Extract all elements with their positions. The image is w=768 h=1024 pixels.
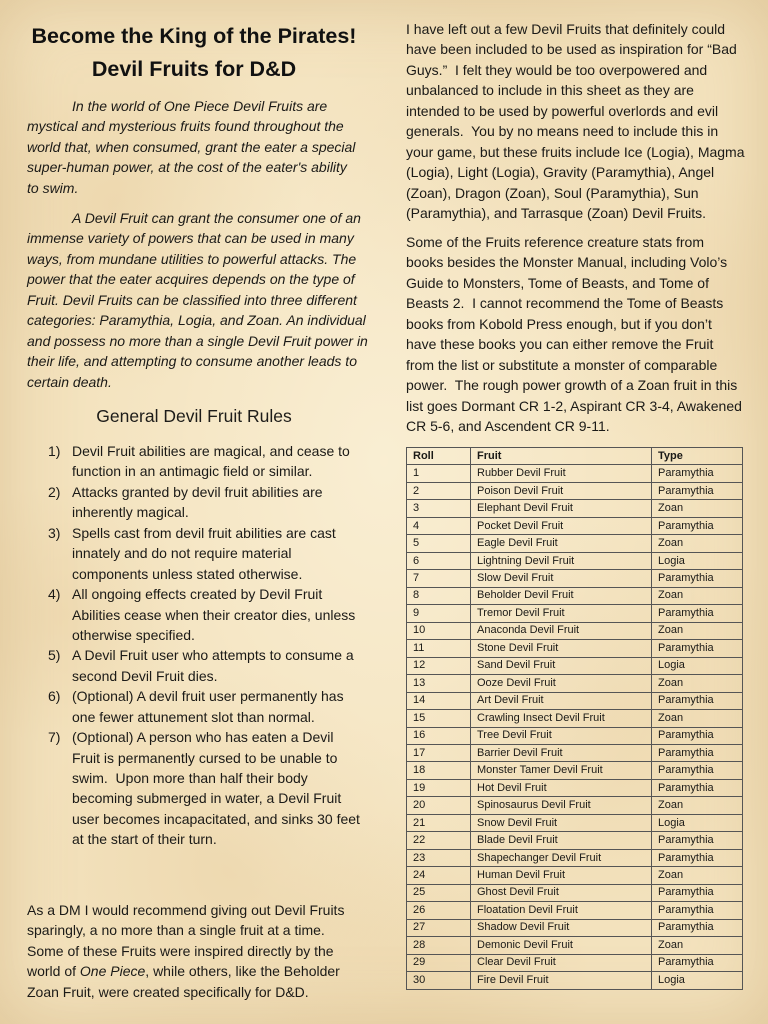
text-line: Fruit is permanently cursed to be unable to bbox=[72, 749, 338, 766]
table-row bbox=[407, 587, 743, 604]
text-line: Fruit. Devil Fruits can be classified into three different bbox=[27, 291, 357, 308]
fruit-cell: Human Devil Fruit bbox=[471, 867, 652, 884]
text-line: function in an antimagic field or similar. bbox=[72, 463, 313, 480]
roll-cell: 30 bbox=[407, 972, 471, 989]
text-line: Some of these Fruits were inspired directly by the bbox=[27, 942, 334, 959]
text-line: one fewer attunement slot than normal. bbox=[72, 708, 315, 725]
rule-number: 5) bbox=[48, 647, 61, 664]
text-line: Devil Fruit abilities are magical, and cease to bbox=[72, 443, 350, 459]
fruit-cell: Slow Devil Fruit bbox=[471, 570, 652, 587]
type-cell: Paramythia bbox=[652, 482, 743, 499]
text-line: Some of the Fruits reference creature stats from bbox=[406, 234, 705, 250]
table-row bbox=[407, 884, 743, 901]
text-line: A Devil Fruit user who attempts to consume a bbox=[72, 647, 354, 664]
roll-cell: 21 bbox=[407, 814, 471, 831]
table-row bbox=[407, 814, 743, 831]
title-line-2: Devil Fruits for D&D bbox=[91, 57, 297, 81]
type-cell: Paramythia bbox=[652, 832, 743, 849]
text-segment: world of bbox=[27, 963, 80, 980]
roll-cell: 6 bbox=[407, 552, 471, 569]
table-row bbox=[407, 517, 743, 534]
text-line: intended to be used by powerful overlords and evil bbox=[406, 102, 719, 119]
text-line: (Paramythia), and Tarrasque (Zoan) Devil Fruits. bbox=[406, 204, 707, 221]
table-row bbox=[407, 640, 743, 657]
roll-cell: 23 bbox=[407, 849, 471, 866]
text-line: mystical and mysterious fruits found throughout the bbox=[27, 118, 344, 135]
text-line: Abilities cease when their creator dies, unless bbox=[72, 606, 356, 623]
rule-number: 7) bbox=[48, 729, 61, 746]
table-row bbox=[407, 552, 743, 569]
roll-cell: 2 bbox=[407, 482, 471, 499]
type-cell: Paramythia bbox=[652, 902, 743, 919]
table-row bbox=[407, 482, 743, 499]
text-line: Zoan Fruit, were created specifically for D&D. bbox=[27, 983, 309, 1000]
text-line: world that, when consumed, grant the eater a special bbox=[27, 138, 356, 155]
text-line: As a DM I would recommend giving out Devil Fruits bbox=[27, 902, 345, 918]
type-cell: Zoan bbox=[652, 675, 743, 692]
rule-item bbox=[27, 482, 360, 523]
roll-cell: 16 bbox=[407, 727, 471, 744]
type-cell: Zoan bbox=[652, 535, 743, 552]
type-cell: Paramythia bbox=[652, 744, 743, 761]
fruit-cell: Shadow Devil Fruit bbox=[471, 919, 652, 936]
text-line: (Logia), Light (Logia), Gravity (Paramythia), Angel bbox=[406, 164, 715, 181]
table-row bbox=[407, 779, 743, 796]
rule-item bbox=[27, 441, 360, 482]
roll-cell: 27 bbox=[407, 919, 471, 936]
text-line: Beasts 2. I cannot recommend the Tome of Beasts bbox=[406, 295, 724, 312]
roll-cell: 8 bbox=[407, 587, 471, 604]
type-cell: Zoan bbox=[652, 710, 743, 727]
document-title bbox=[27, 20, 361, 86]
table-row bbox=[407, 675, 743, 692]
fruit-cell: Rubber Devil Fruit bbox=[471, 465, 652, 482]
table-row bbox=[407, 972, 743, 989]
text-line: In the world of One Piece Devil Fruits are bbox=[72, 98, 328, 114]
one-piece-title: One Piece bbox=[79, 963, 146, 980]
rule-number: 1) bbox=[48, 443, 61, 459]
table-header-row bbox=[407, 448, 743, 465]
table-row bbox=[407, 727, 743, 744]
text-line: Spells cast from devil fruit abilities are cast bbox=[72, 524, 336, 541]
table-row bbox=[407, 535, 743, 552]
rules-heading: General Devil Fruit Rules bbox=[96, 406, 292, 426]
fruit-cell: Tremor Devil Fruit bbox=[471, 605, 652, 622]
type-cell: Logia bbox=[652, 657, 743, 674]
type-cell: Paramythia bbox=[652, 954, 743, 971]
dm-note-paragraph bbox=[27, 900, 344, 1002]
text-line: from the list or substitute a monster of comparable bbox=[406, 356, 718, 373]
type-cell: Logia bbox=[652, 552, 743, 569]
table-row bbox=[407, 605, 743, 622]
type-cell: Logia bbox=[652, 972, 743, 989]
fruit-cell: Shapechanger Devil Fruit bbox=[471, 849, 652, 866]
text-line: CR 5-6, and Ascendent CR 9-11. bbox=[406, 417, 610, 434]
fruit-cell: Demonic Devil Fruit bbox=[471, 937, 652, 954]
fruit-cell: Anaconda Devil Fruit bbox=[471, 622, 652, 639]
text-line: Attacks granted by devil fruit abilities are bbox=[72, 483, 323, 500]
roll-cell: 7 bbox=[407, 570, 471, 587]
text-line: and possess no more than a single Devil Fruit power in bbox=[27, 332, 368, 349]
text-line: otherwise specified. bbox=[72, 626, 195, 643]
text-line: power. The rough power growth of a Zoan fruit in this bbox=[406, 377, 738, 394]
roll-cell: 4 bbox=[407, 517, 471, 534]
table-header-fruit: Fruit bbox=[471, 448, 652, 465]
roll-cell: 29 bbox=[407, 954, 471, 971]
rule-number: 4) bbox=[48, 586, 61, 603]
fruit-cell: Sand Devil Fruit bbox=[471, 657, 652, 674]
type-cell: Zoan bbox=[652, 797, 743, 814]
fruit-cell: Blade Devil Fruit bbox=[471, 832, 652, 849]
fruit-cell: Clear Devil Fruit bbox=[471, 954, 652, 971]
type-cell: Zoan bbox=[652, 622, 743, 639]
type-cell: Paramythia bbox=[652, 692, 743, 709]
type-cell: Paramythia bbox=[652, 517, 743, 534]
text-line: becoming submerged in water, a Devil Fruit bbox=[72, 790, 342, 807]
table-row bbox=[407, 744, 743, 761]
table-header-type: Type bbox=[652, 448, 743, 465]
table-row bbox=[407, 465, 743, 482]
text-line: All ongoing effects created by Devil Fruit bbox=[72, 586, 323, 603]
type-cell: Paramythia bbox=[652, 605, 743, 622]
fruit-cell: Crawling Insect Devil Fruit bbox=[471, 710, 652, 727]
roll-cell: 11 bbox=[407, 640, 471, 657]
rule-number: 3) bbox=[48, 524, 61, 541]
text-line bbox=[27, 961, 344, 981]
roll-cell: 24 bbox=[407, 867, 471, 884]
devil-fruit-table bbox=[406, 447, 743, 990]
text-line: at the start of their turn. bbox=[72, 831, 217, 848]
text-line: Guide to Monsters, Tome of Beasts, and Tome of bbox=[406, 274, 709, 291]
fruit-cell: Poison Devil Fruit bbox=[471, 482, 652, 499]
text-line: list goes Dormant CR 1-2, Aspirant CR 3-4, Awakened bbox=[406, 397, 742, 414]
type-cell: Zoan bbox=[652, 500, 743, 517]
rule-item bbox=[27, 686, 360, 727]
type-cell: Paramythia bbox=[652, 884, 743, 901]
table-row bbox=[407, 919, 743, 936]
title-line-1: Become the King of the Pirates! bbox=[31, 24, 357, 48]
text-line: generals. You by no means need to include this in bbox=[406, 123, 719, 140]
roll-cell: 17 bbox=[407, 744, 471, 761]
roll-cell: 1 bbox=[407, 465, 471, 482]
fruit-cell: Snow Devil Fruit bbox=[471, 814, 652, 831]
rules-list bbox=[27, 441, 360, 850]
text-line: your game, but these fruits include Ice (Logia), Magma bbox=[406, 143, 745, 160]
type-cell: Paramythia bbox=[652, 919, 743, 936]
fruit-cell: Tree Devil Fruit bbox=[471, 727, 652, 744]
table-row bbox=[407, 622, 743, 639]
notes-paragraph-1 bbox=[406, 19, 745, 223]
fruit-cell: Eagle Devil Fruit bbox=[471, 535, 652, 552]
type-cell: Zoan bbox=[652, 867, 743, 884]
table-row bbox=[407, 954, 743, 971]
text-line: Guys.” I felt they would be too overpowered and bbox=[406, 61, 708, 78]
text-line: A Devil Fruit can grant the consumer one of an bbox=[72, 210, 361, 226]
fruit-cell: Hot Devil Fruit bbox=[471, 779, 652, 796]
roll-cell: 19 bbox=[407, 779, 471, 796]
roll-cell: 12 bbox=[407, 657, 471, 674]
fruit-cell: Fire Devil Fruit bbox=[471, 972, 652, 989]
roll-cell: 18 bbox=[407, 762, 471, 779]
text-line: inherently magical. bbox=[72, 504, 189, 521]
fruit-cell: Floatation Devil Fruit bbox=[471, 902, 652, 919]
text-line: swim. Upon more than half their body bbox=[72, 770, 308, 786]
roll-cell: 20 bbox=[407, 797, 471, 814]
rule-item bbox=[27, 727, 360, 850]
fruit-cell: Lightning Devil Fruit bbox=[471, 552, 652, 569]
text-line: super-human power, at the cost of the eater's ability bbox=[27, 159, 347, 176]
table-row bbox=[407, 692, 743, 709]
fruit-cell: Spinosaurus Devil Fruit bbox=[471, 797, 652, 814]
type-cell: Paramythia bbox=[652, 849, 743, 866]
text-line: ways, from mundane utilities to powerful attacks. The bbox=[27, 250, 357, 267]
text-line: user becomes incapacitated, and sinks 30 feet bbox=[72, 810, 360, 827]
intro-paragraph-2 bbox=[27, 208, 368, 392]
table-row bbox=[407, 832, 743, 849]
fruit-cell: Ooze Devil Fruit bbox=[471, 675, 652, 692]
text-line: immense variety of powers that can be used in many bbox=[27, 230, 354, 247]
table-row bbox=[407, 500, 743, 517]
fruit-cell: Beholder Devil Fruit bbox=[471, 587, 652, 604]
roll-cell: 10 bbox=[407, 622, 471, 639]
type-cell: Paramythia bbox=[652, 640, 743, 657]
rule-number: 2) bbox=[48, 483, 61, 500]
table-row bbox=[407, 867, 743, 884]
type-cell: Zoan bbox=[652, 587, 743, 604]
type-cell: Paramythia bbox=[652, 779, 743, 796]
fruit-cell: Pocket Devil Fruit bbox=[471, 517, 652, 534]
text-line: have been included to be used as inspiration for “Bad bbox=[406, 41, 737, 58]
fruit-cell: Monster Tamer Devil Fruit bbox=[471, 762, 652, 779]
fruit-cell: Art Devil Fruit bbox=[471, 692, 652, 709]
table-row bbox=[407, 797, 743, 814]
fruit-cell: Ghost Devil Fruit bbox=[471, 884, 652, 901]
text-line: power that the eater acquires depends on the type of bbox=[27, 271, 355, 288]
table-row bbox=[407, 762, 743, 779]
fruit-cell: Elephant Devil Fruit bbox=[471, 500, 652, 517]
rule-number: 6) bbox=[48, 688, 61, 705]
text-line: innately and do not require material bbox=[72, 545, 292, 562]
text-line: (Optional) A person who has eaten a Devil bbox=[72, 729, 334, 746]
rule-item bbox=[27, 523, 360, 584]
text-line: books besides the Monster Manual, including Volo’s bbox=[406, 254, 728, 271]
roll-cell: 13 bbox=[407, 675, 471, 692]
type-cell: Logia bbox=[652, 814, 743, 831]
table-header-roll: Roll bbox=[407, 448, 471, 465]
type-cell: Paramythia bbox=[652, 727, 743, 744]
roll-cell: 26 bbox=[407, 902, 471, 919]
table-row bbox=[407, 657, 743, 674]
table-row bbox=[407, 937, 743, 954]
text-line: unbalanced to include in this sheet as they are bbox=[406, 82, 694, 99]
roll-cell: 25 bbox=[407, 884, 471, 901]
roll-cell: 22 bbox=[407, 832, 471, 849]
text-line: components unless stated otherwise. bbox=[72, 565, 303, 582]
roll-cell: 15 bbox=[407, 710, 471, 727]
table-row bbox=[407, 902, 743, 919]
notes-paragraph-2 bbox=[406, 232, 742, 436]
text-line: books from Kobold Press enough, but if you don’t bbox=[406, 315, 712, 332]
text-line: second Devil Fruit dies. bbox=[72, 667, 218, 684]
table-row bbox=[407, 710, 743, 727]
text-line: have these books you can either remove the Fruit bbox=[406, 336, 714, 353]
type-cell: Paramythia bbox=[652, 570, 743, 587]
type-cell: Zoan bbox=[652, 937, 743, 954]
roll-cell: 28 bbox=[407, 937, 471, 954]
rule-item bbox=[27, 645, 360, 686]
fruit-cell: Stone Devil Fruit bbox=[471, 640, 652, 657]
text-line: their life, and attempting to consume another leads to bbox=[27, 353, 357, 370]
intro-paragraph-1 bbox=[27, 96, 355, 198]
fruit-cell: Barrier Devil Fruit bbox=[471, 744, 652, 761]
table-row bbox=[407, 849, 743, 866]
rule-item bbox=[27, 584, 360, 645]
roll-cell: 9 bbox=[407, 605, 471, 622]
roll-cell: 14 bbox=[407, 692, 471, 709]
text-line: I have left out a few Devil Fruits that definitely could bbox=[406, 21, 726, 37]
table-row bbox=[407, 570, 743, 587]
text-segment: , while others, like the Beholder bbox=[145, 963, 340, 980]
roll-cell: 3 bbox=[407, 500, 471, 517]
text-line: sparingly, a no more than a single fruit at a time. bbox=[27, 922, 325, 939]
type-cell: Paramythia bbox=[652, 762, 743, 779]
type-cell: Paramythia bbox=[652, 465, 743, 482]
text-line: (Zoan), Dragon (Zoan), Soul (Paramythia), Sun bbox=[406, 184, 699, 201]
text-line: categories: Paramythia, Logia, and Zoan. An individual bbox=[27, 312, 366, 329]
text-line: certain death. bbox=[27, 373, 112, 390]
text-line: (Optional) A devil fruit user permanently has bbox=[72, 688, 344, 705]
text-line: to swim. bbox=[27, 179, 79, 196]
roll-cell: 5 bbox=[407, 535, 471, 552]
